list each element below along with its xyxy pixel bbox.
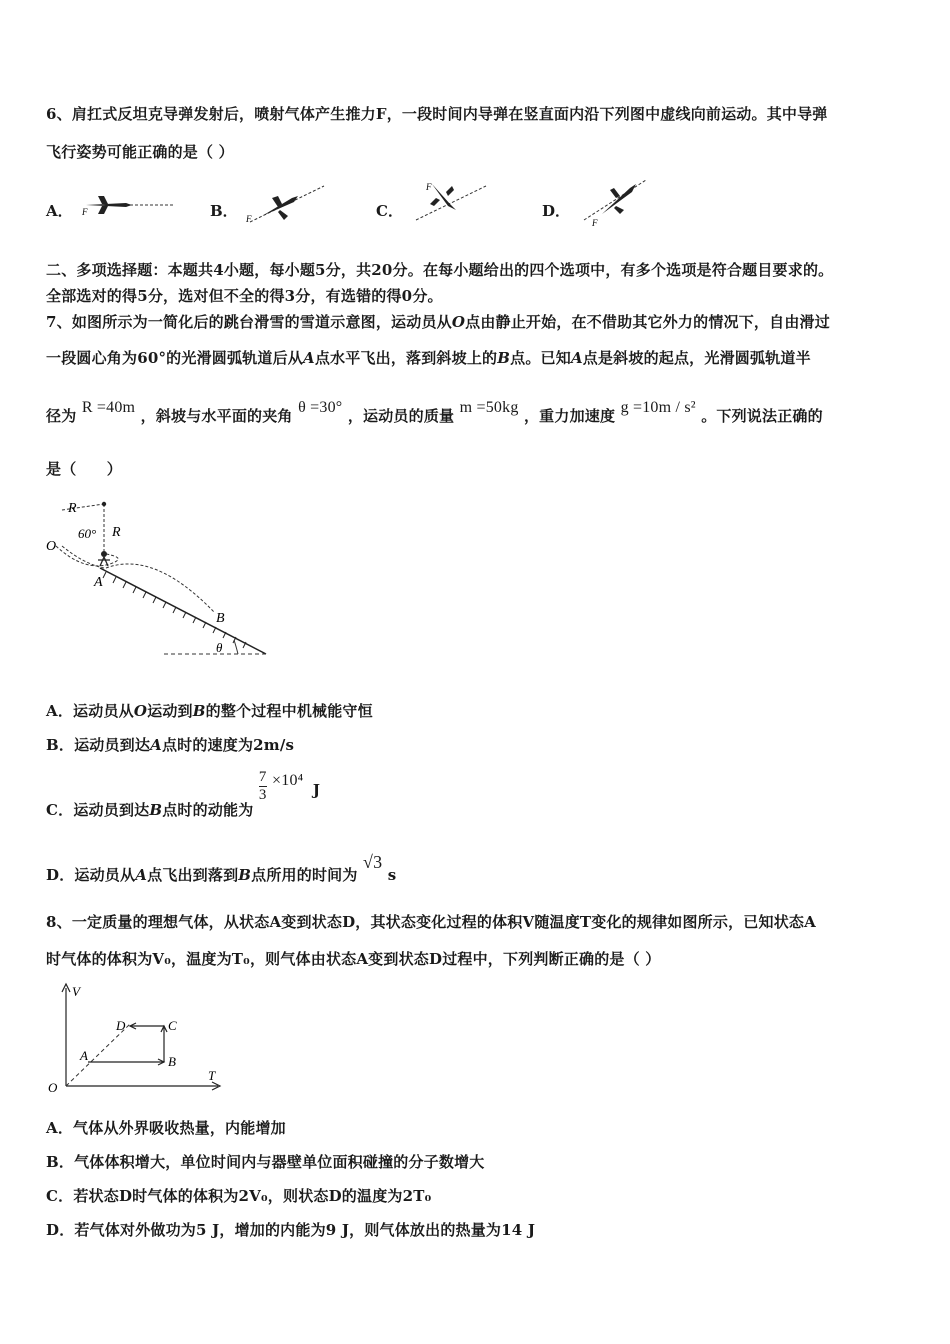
q6-option-c-figure xyxy=(410,176,490,228)
q8-graph-point-c: C xyxy=(168,1018,177,1033)
q8-stem-line2: 时气体的体积为V₀，温度为T₀，则气体由状态A变到状态D过程中，下列判断正确的是（ ） xyxy=(46,950,661,968)
q8-graph-point-b: B xyxy=(168,1054,176,1069)
q7-theta-expr: θ =30° xyxy=(298,399,343,416)
q7-option-c-power: ×10⁴ xyxy=(272,771,304,789)
q7-option-a[interactable]: A．运动员从O运动到B的整个过程中机械能守恒 xyxy=(46,702,373,720)
q7-option-c-fraction: $\frac{7}{3}$ xyxy=(258,769,267,803)
q7-fig-label-theta: θ xyxy=(216,640,223,655)
q7-option-c[interactable]: C．运动员到达B点时的动能为 $\frac{7}{3}$ ×10⁴ J xyxy=(46,769,321,819)
section2-header-line1: 二、多项选择题：本题共4小题，每小题5分，共20分。在每小题给出的四个选项中，有多个选项是符合题目要求的。 xyxy=(46,261,834,279)
q6-option-a-label[interactable]: A． xyxy=(46,202,73,220)
q7-radius-expr: R =40m xyxy=(81,399,136,416)
q7-fig-label-r1: R xyxy=(68,501,77,516)
q8-option-a[interactable]: A．气体从外界吸收热量，内能增加 xyxy=(46,1119,286,1137)
q7-option-b[interactable]: B．运动员到达A点时的速度为2m/s xyxy=(46,736,295,754)
q8-graph-origin: O xyxy=(48,1080,58,1092)
q6-stem-line2: 飞行姿势可能正确的是（ ） xyxy=(46,143,234,161)
q8-graph-axis-v: V xyxy=(72,984,80,999)
q8-vt-graph xyxy=(44,980,224,1092)
q7-mass-expr: m =50kg xyxy=(459,399,519,416)
q6-option-b-label[interactable]: B． xyxy=(210,202,238,220)
q6-option-a-figure xyxy=(78,190,178,220)
q7-stem-line4: 是（ ） xyxy=(46,460,123,478)
q8-option-c[interactable]: C．若状态D时气体的体积为2V₀，则状态D的温度为2T₀ xyxy=(46,1187,432,1205)
q8-stem-line1: 8、一定质量的理想气体，从状态A变到状态D，其状态变化过程的体积V随温度T变化的规律如图所示，已知状态A xyxy=(46,913,816,931)
q6-d-force-label: F xyxy=(592,218,598,228)
q6-option-d-label[interactable]: D． xyxy=(542,202,571,220)
q6-option-c-label[interactable]: C． xyxy=(376,202,403,220)
section2-header-line2: 全部选对的得5分，选对但不全的得3分，有选错的得0分。 xyxy=(46,287,443,305)
q6-option-d-figure xyxy=(580,176,650,228)
q7-fig-label-r2: R xyxy=(112,525,121,540)
q7-stem-line2: 一段圆心角为60°的光滑圆弧轨道后从A点水平飞出，落到斜坡上的B点。已知A点是斜坡的起点，光滑圆弧轨道半 xyxy=(46,349,811,367)
q7-option-d[interactable]: D．运动员从A点飞出到落到B点所用的时间为 √3 s xyxy=(46,852,397,884)
q7-stem-line1: 7、如图所示为一简化后的跳台滑雪的雪道示意图，运动员从O点由静止开始，在不借助其它外力的情况下，自由滑过 xyxy=(46,313,830,331)
q7-option-d-sqrt: √3 xyxy=(363,852,383,872)
q8-graph-point-d: D xyxy=(116,1018,126,1033)
q7-g-expr: g =10m / s² xyxy=(620,399,696,416)
q7-fig-label-a: A xyxy=(94,575,103,590)
q7-fig-label-b: B xyxy=(216,611,225,626)
q6-option-b-figure xyxy=(240,180,330,228)
q8-option-b[interactable]: B．气体体积增大，单位时间内与器壁单位面积碰撞的分子数增大 xyxy=(46,1153,485,1171)
q8-graph-axis-t: T xyxy=(208,1068,216,1083)
q7-fig-label-o: O xyxy=(46,539,57,554)
q6-b-force-label: F xyxy=(246,214,252,224)
q7-fig-label-angle: 60° xyxy=(78,526,97,541)
q6-c-force-label: F xyxy=(426,182,432,192)
q8-option-d[interactable]: D．若气体对外做功为5 J，增加的内能为9 J，则气体放出的热量为14 J xyxy=(46,1221,536,1239)
q8-graph-point-a: A xyxy=(80,1048,88,1063)
q7-ski-slope-figure xyxy=(44,494,274,664)
q6-a-force-label: F xyxy=(82,207,88,217)
q7-stem-line3: 径为 R =40m ，斜坡与水平面的夹角 θ =30° ，运动员的质量 m =50kg ，重力加速度 g =10m / s² 。下列说法正确的 xyxy=(46,399,823,425)
q6-stem-line1: 6、肩扛式反坦克导弹发射后，喷射气体产生推力F，一段时间内导弹在竖直面内沿下列图中虚线向前运动。其中导弹 xyxy=(46,105,828,123)
